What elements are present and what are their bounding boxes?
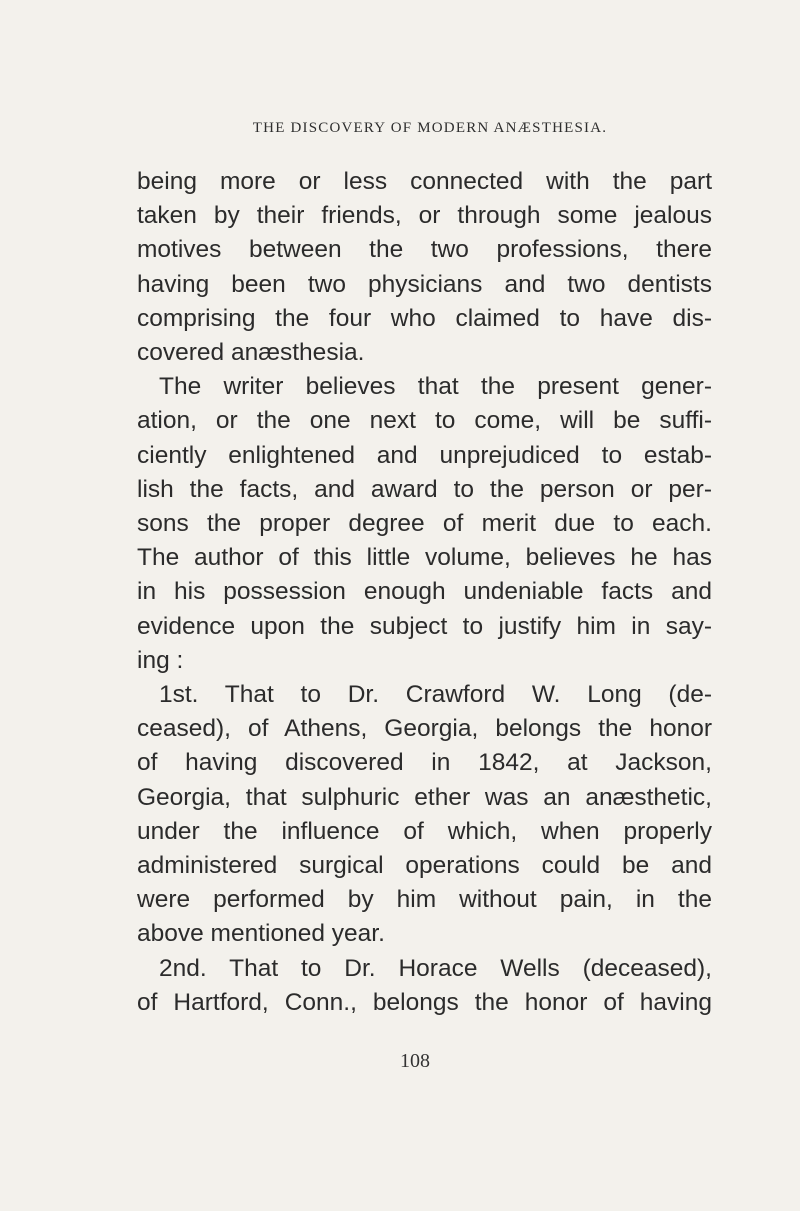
text-line: ceased), of Athens, Georgia, belongs the honor: [137, 715, 712, 743]
text-line: 2nd. That to Dr. Horace Wells (deceased),: [159, 954, 712, 982]
text-line: sons the proper degree of merit due to each.: [137, 510, 712, 538]
text-line: of having discovered in 1842, at Jackson,: [137, 749, 712, 777]
body-text: [137, 165, 712, 1020]
text-line: covered anæsthesia.: [137, 339, 365, 367]
text-line: in his possession enough undeniable facts and: [137, 578, 712, 606]
text-line: The author of this little volume, believes he has: [137, 544, 712, 572]
text-line: above mentioned year.: [137, 920, 385, 948]
text-line: taken by their friends, or through some jealous: [137, 202, 712, 230]
running-head: THE DISCOVERY OF MODERN ANÆSTHESIA.: [252, 120, 608, 136]
text-line: evidence upon the subject to justify him in say-: [137, 612, 712, 640]
text-line: administered surgical operations could be and: [137, 852, 712, 880]
text-line: having been two physicians and two dentists: [137, 270, 712, 298]
page-number: 108: [400, 1050, 430, 1072]
text-line: being more or less connected with the part: [137, 168, 712, 195]
text-line: comprising the four who claimed to have dis-: [137, 304, 712, 332]
text-line: The writer believes that the present gener-: [159, 373, 712, 401]
text-line: lish the facts, and award to the person or per-: [137, 475, 712, 503]
text-line: were performed by him without pain, in the: [137, 886, 712, 914]
text-line: ciently enlightened and unprejudiced to estab-: [137, 441, 712, 469]
text-line: motives between the two professions, there: [137, 236, 712, 264]
text-line: Georgia, that sulphuric ether was an anæsthetic,: [137, 783, 712, 811]
text-line: 1st. That to Dr. Crawford W. Long (de-: [159, 681, 712, 709]
text-line: under the influence of which, when properly: [137, 817, 712, 845]
text-line: ation, or the one next to come, will be suffi-: [137, 407, 712, 435]
text-line: ing :: [137, 646, 184, 674]
text-line: of Hartford, Conn., belongs the honor of having: [137, 988, 712, 1016]
